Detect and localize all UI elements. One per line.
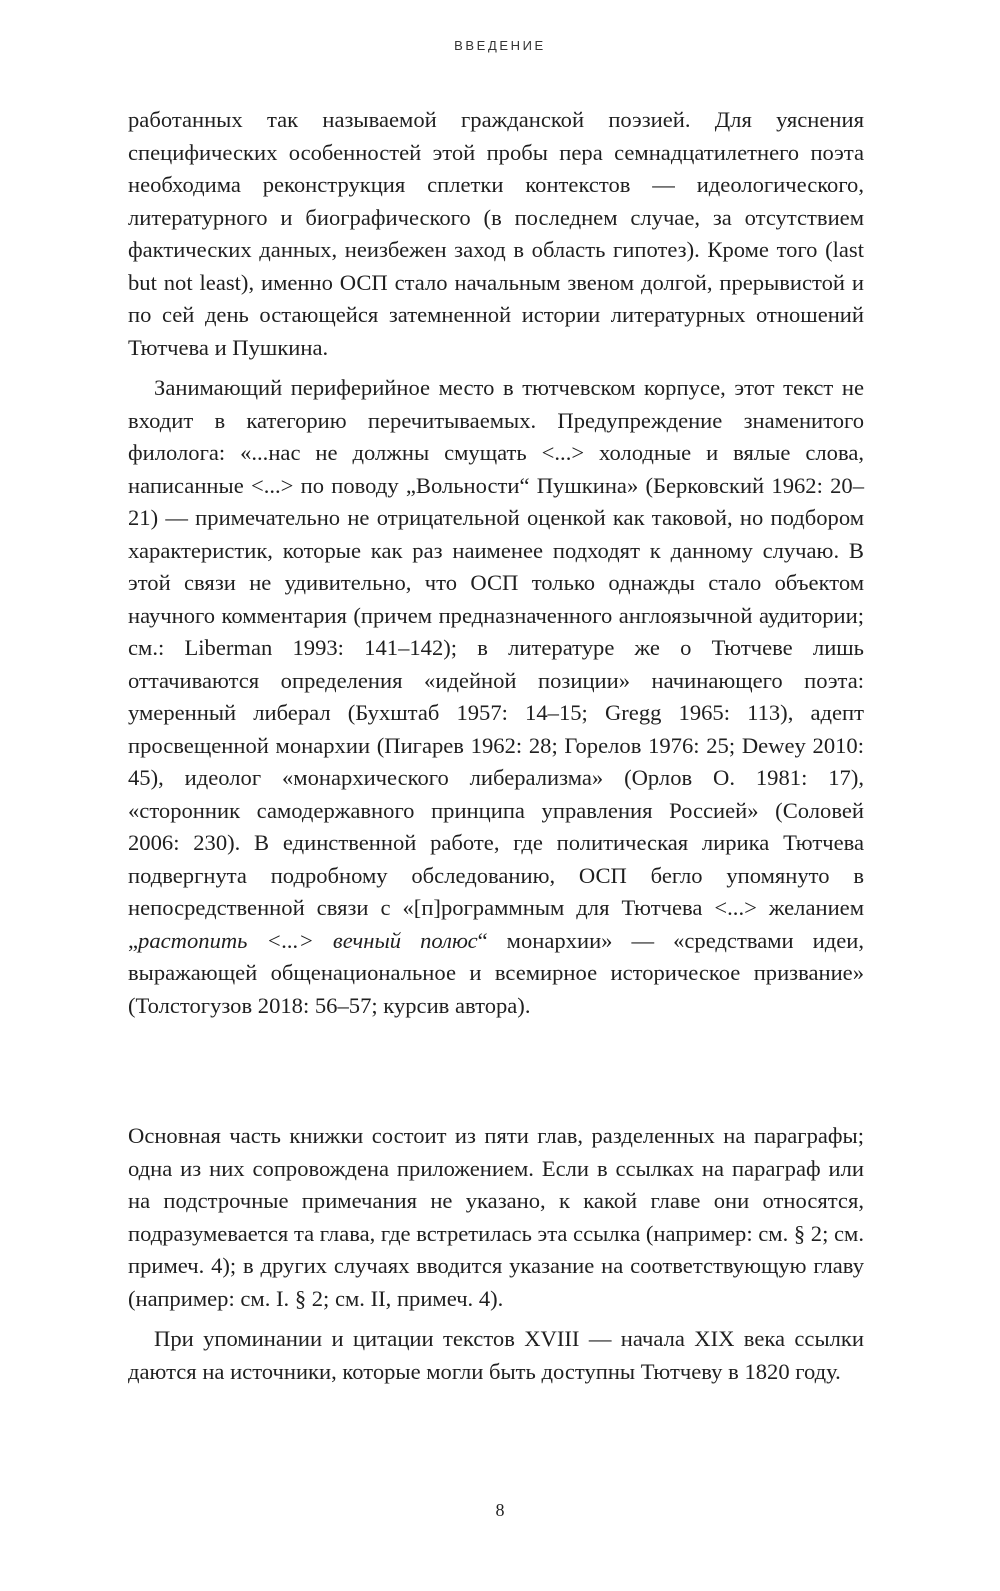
paragraph-1: работанных так называемой гражданской поэзией. Для уяснения специфических особенностей этой пробы пера семнадцатилетнего поэта необходима реконструкция сплетки контекстов — идеологического, литературного и биографического (в последнем случае, за отсутствием фактических данных, неизбежен заход в область гипотез). Кроме того (last but not least), именно ОСП стало начальным звеном долгой, прерывистой и по сей день остающейся затемненной истории литературных отношений Тютчева и Пушкина. bbox=[128, 107, 864, 360]
paragraph-2-part-b: “ монархии» — «средствами идеи, выражающей общенациональное и всемирное историческое призвание» (Толстогузов 2018: 56–57; курсив автора). bbox=[128, 927, 864, 1018]
paragraph-4: При упоминании и цитации текстов XVIII — начала XIX века ссылки даются на источники, которые могли быть доступны Тютчеву в 1820 году. bbox=[128, 1326, 864, 1384]
paragraph-2-part-a: Занимающий периферийное место в тютчевском корпусе, этот текст не входит в категорию перечитываемых. Предупреждение знаменитого филолога: «...нас не должны смущать <...> холодные и вялые слова, написанные <...> по поводу „Вольности“ Пушкина» (Берковский 1962: 20–21) — примечательно не отрицательной оценкой как таковой, но подбором характеристик, которые как раз наименее подходят к данному случаю. В этой связи не удивительно, что ОСП только однажды стало объектом научного комментария (причем предназначенного англоязычной аудитории; см.: Liberman 1993: 141–142); в литературе же о Тютчеве лишь оттачиваются определения «идейной позиции» начинающего поэта: умеренный либерал (Бухштаб 1957: 14–15; Gregg 1965: 113), адепт просвещенной монархии (Пигарев 1962: 28; Горелов 1976: 25; Dewey 2010: 45), идеолог «монархического либерализма» (Орлов О. 1981: 17), «сторонник самодержавного принципа управления Россией» (Соловей 2006: 230). В единственной работе, где политическая лирика Тютчева подвергнута подробному обследованию, ОСП бегло упомянуто в непосредственной связи с «[п]рограммным для Тютчева <...> желанием „ bbox=[128, 375, 864, 953]
page-number: 8 bbox=[495, 1500, 505, 1520]
paragraph-3: Основная часть книжки состоит из пяти глав, разделенных на параграфы; одна из них сопровождена приложением. Если в ссылках на параграф или на подстрочные примечания не указано, к какой главе они относятся, подразумевается та глава, где встретилась эта ссылка (например: см. § 2; см. примеч. 4); в других случаях вводится указание на соответствующую главу (например: см. I. § 2; см. II, примеч. 4). bbox=[128, 1123, 865, 1311]
main-text-section bbox=[128, 104, 864, 1030]
notes-section bbox=[128, 1120, 864, 1396]
paragraph-2 bbox=[128, 372, 864, 1022]
paragraph-2-italic-quote: растопить <...> вечный полюс bbox=[138, 927, 478, 953]
running-header: ВВЕДЕНИЕ bbox=[454, 38, 546, 53]
